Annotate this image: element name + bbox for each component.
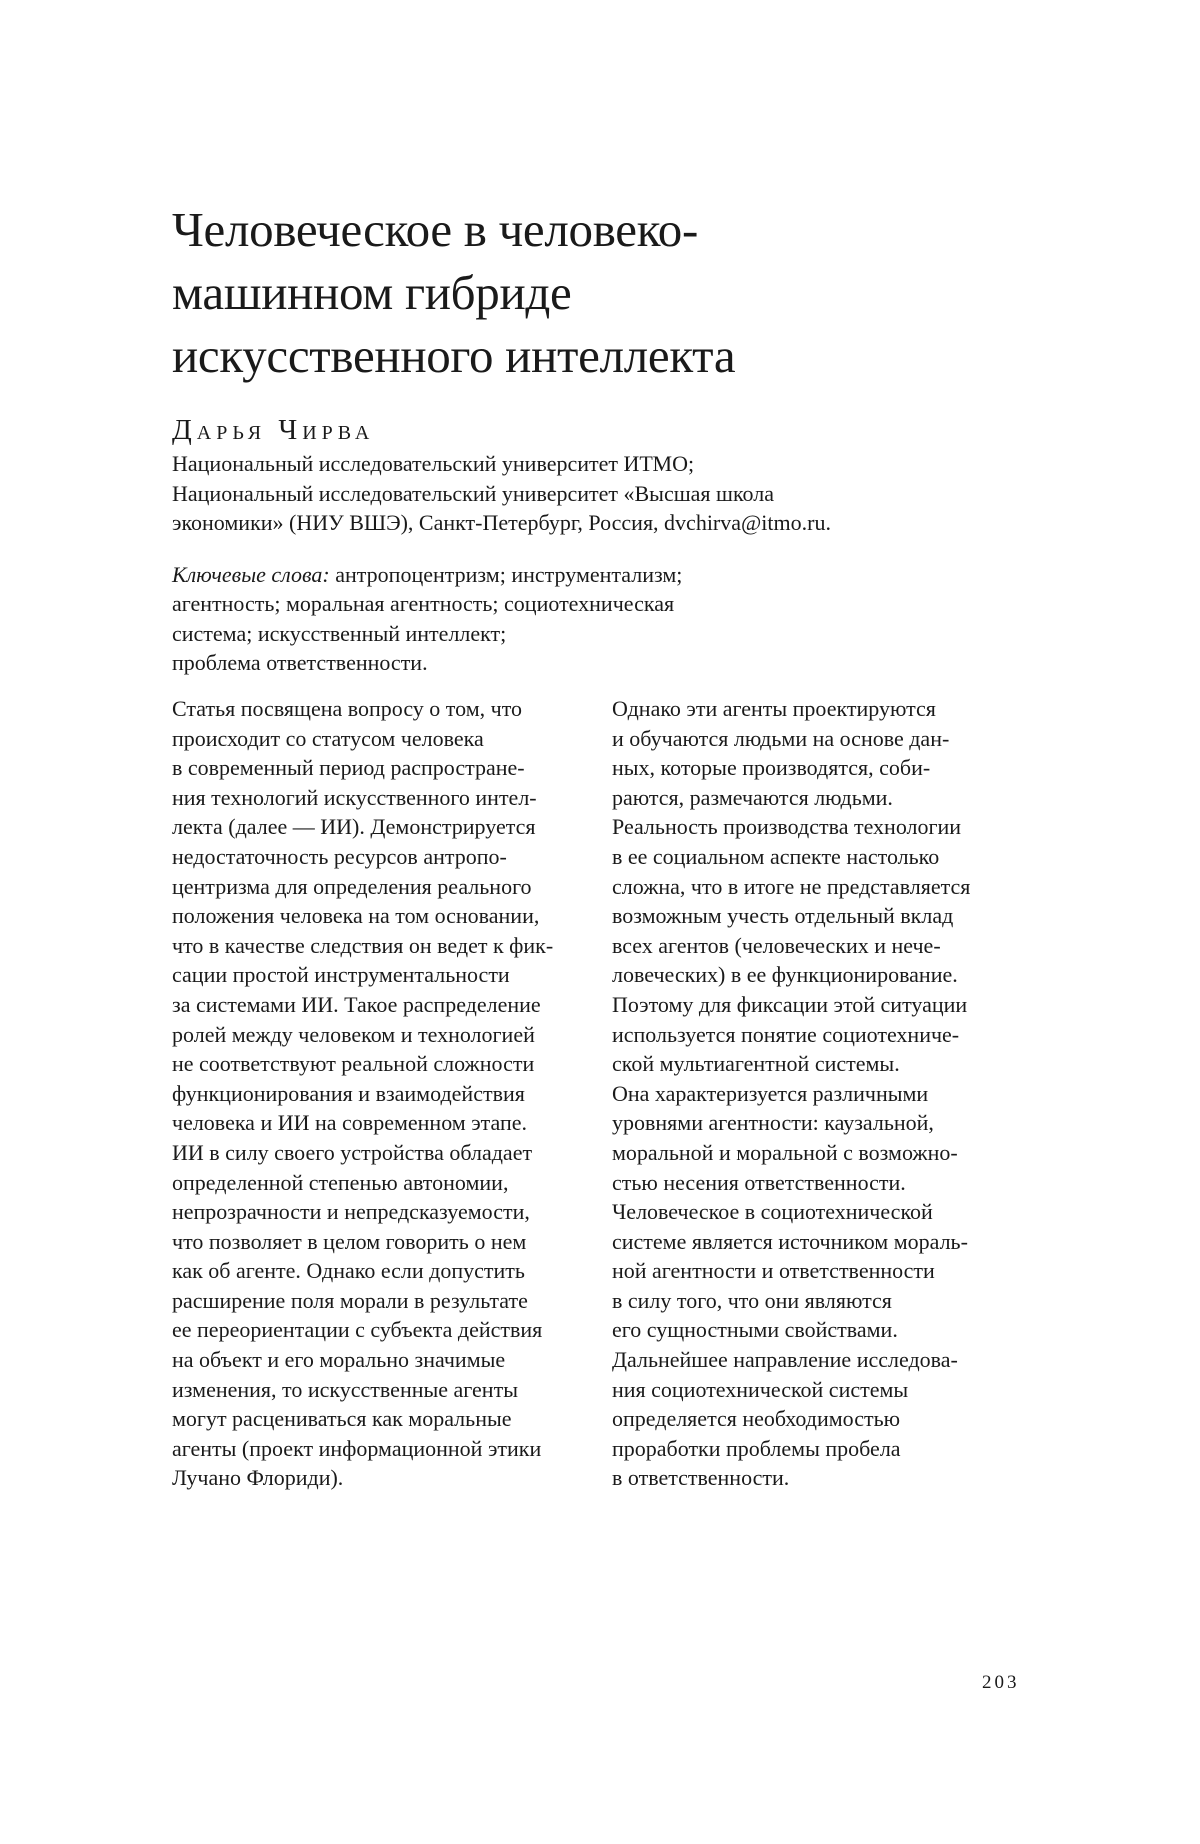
keywords-label: Ключевые слова: [172, 561, 330, 587]
abstract-line: центризма для определения реального [172, 873, 532, 899]
abstract-line: функционирования и взаимодействия [172, 1080, 525, 1106]
abstract-line: за системами ИИ. Такое распределение [172, 991, 541, 1017]
abstract-line: возможным учесть отдельный вклад [612, 903, 954, 929]
abstract-line: Реальность производства технологии [612, 814, 962, 840]
author-affiliation [172, 449, 1032, 538]
abstract-line: Человеческое в социотехнической [612, 1199, 933, 1225]
keywords-line [172, 560, 1032, 590]
abstract-line: что в качестве следствия он ведет к фик- [172, 932, 554, 958]
abstract-line: что позволяет в целом говорить о нем [172, 1228, 527, 1254]
title-line: машинном гибриде [172, 265, 572, 320]
abstract-line: Однако эти агенты проектируются [612, 696, 936, 721]
abstract-line: человека и ИИ на современном этапе. [172, 1110, 528, 1136]
abstract-line: ее переориентации с субъекта действия [172, 1317, 543, 1343]
abstract-line: расширение поля морали в результате [172, 1287, 528, 1313]
abstract-line: лекта (далее — ИИ). Демонстрируется [172, 814, 536, 840]
abstract-line: определяется необходимостью [612, 1406, 901, 1432]
abstract-line: недостаточность ресурсов антропо- [172, 843, 507, 869]
abstract-line: раются, размечаются людьми. [612, 784, 893, 810]
abstract-line: ской мультиагентной системы. [612, 1051, 900, 1077]
affiliation-line: экономики» (НИУ ВШЭ), Санкт-Петербург, Россия, dvchirva@itmo.ru. [172, 510, 831, 535]
page-number: 203 [982, 1672, 1020, 1693]
title-line: искусственного интеллекта [172, 328, 736, 383]
abstract-line: и обучаются людьми на основе дан- [612, 725, 950, 751]
abstract-left-column [172, 694, 592, 1493]
abstract-line: Она характеризуется различными [612, 1080, 929, 1106]
abstract-line: всех агентов (человеческих и нече- [612, 932, 941, 958]
abstract-line: в силу того, что они являются [612, 1287, 892, 1313]
abstract-line: как об агенте. Однако если допустить [172, 1258, 525, 1284]
abstract-line: используется понятие социотехниче- [612, 1021, 960, 1047]
keywords-line: система; искусственный интеллект; [172, 620, 507, 646]
keywords-line: агентность; моральная агентность; социотехническая [172, 591, 675, 616]
abstract-line: агенты (проект информационной этики [172, 1435, 542, 1461]
article-title [172, 198, 1032, 387]
affiliation-line: Национальный исследовательский университет «Высшая школа [172, 480, 775, 506]
affiliation-line: Национальный исследовательский университет ИТМО; [172, 451, 695, 476]
abstract-line: ных, которые производятся, соби- [612, 755, 931, 781]
abstract-line: происходит со статусом человека [172, 725, 484, 751]
keywords-line: проблема ответственности. [172, 650, 428, 675]
abstract-line: уровнями агентности: каузальной, [612, 1110, 934, 1136]
abstract-line: ния технологий искусственного интел- [172, 784, 537, 810]
abstract-line: ИИ в силу своего устройства обладает [172, 1139, 533, 1165]
abstract-line: сложна, что в итоге не представляется [612, 873, 971, 899]
abstract-line: Статья посвящена вопросу о том, что [172, 696, 523, 721]
abstract-line: проработки проблемы пробела [612, 1435, 901, 1461]
abstract-line: изменения, то искусственные агенты [172, 1376, 518, 1402]
abstract-line: ролей между человеком и технологией [172, 1021, 535, 1047]
author-name: Дарья Чирва [172, 414, 375, 446]
abstract-line: его сущностными свойствами. [612, 1317, 898, 1343]
abstract-line: ния социотехнической системы [612, 1376, 909, 1402]
abstract-line: Лучано Флориди). [172, 1465, 344, 1491]
abstract-line: Дальнейшее направление исследова- [612, 1347, 958, 1373]
abstract-line: в ответственности. [612, 1465, 790, 1491]
abstract-line: в современный период распростране- [172, 755, 525, 781]
abstract-line: сации простой инструментальности [172, 962, 510, 988]
abstract-line: ловеческих) в ее функционирование. [612, 962, 958, 988]
abstract-line: системе является источником мораль- [612, 1228, 968, 1254]
keywords-block [172, 560, 1032, 678]
abstract-line: ной агентности и ответственности [612, 1258, 935, 1284]
article-header [172, 198, 1032, 678]
abstract-line: Поэтому для фиксации этой ситуации [612, 991, 968, 1017]
abstract-line: определенной степенью автономии, [172, 1169, 509, 1195]
abstract-line: могут расцениваться как моральные [172, 1406, 512, 1432]
abstract-line: не соответствуют реальной сложности [172, 1051, 535, 1077]
abstract-line: на объект и его морально значимые [172, 1347, 506, 1373]
abstract-line: моральной и моральной с возможно- [612, 1139, 958, 1165]
abstract-line: положения человека на том основании, [172, 903, 540, 929]
keywords-text: антропоцентризм; инструментализм; [329, 561, 683, 587]
title-line: Человеческое в человеко- [172, 202, 698, 257]
abstract-line: в ее социальном аспекте настолько [612, 843, 940, 869]
abstract-line: непрозрачности и непредсказуемости, [172, 1199, 530, 1225]
abstract-line: стью несения ответственности. [612, 1169, 906, 1195]
abstract-right-column [612, 694, 1032, 1493]
